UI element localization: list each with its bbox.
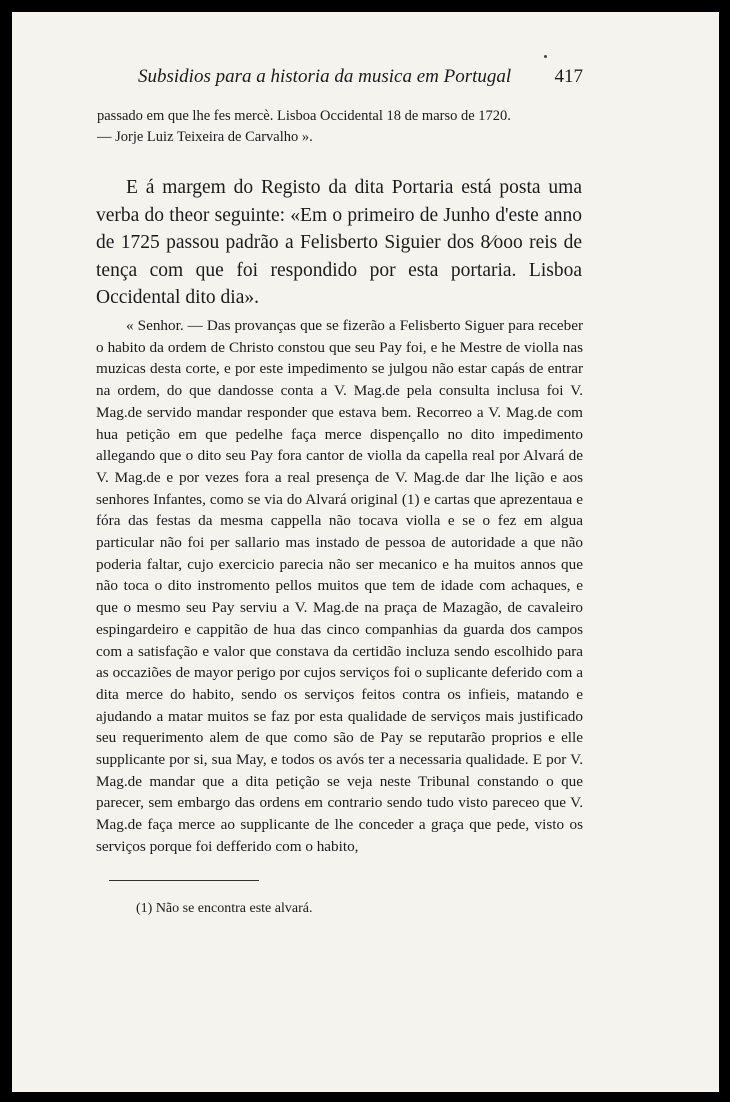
running-title: Subsidios para a historia da musica em Portugal <box>138 66 512 87</box>
ink-speck <box>544 55 547 58</box>
page-number: 417 <box>554 66 583 87</box>
quoted-petition: « Senhor. — Das provanças que se fizerão a Felisberto Siguer para receber o habito da ordem de Christo constou que seu Pay foi, e he Mestre de violla nas muzicas desta corte, e por este impedimento se julgou não estar capás de entrar na ordem, do que dandosse conta a V. Mag.de pela consulta inclusa foi V. Mag.de servido mandar responder que estava bem. Recorreo a V. Mag.de com hua petição em que pedelhe faça merce dispençallo no dito impedimento allegando que o dito seu Pay fora cantor de violla da capella real por Alvará de V. Mag.de e por vezes fora a real presença de V. Mag.de dar lhe lição e aos senhores Infantes, como se via do Alvará original (1) e cartas que aprezentaua e fóra das festas da mesma cappella não tocava violla e se o fez em algua particular não foi per sallario mas instado de pessoa de autoridade a que não poderia faltar, cujo exercicio parecia não ser mecanico e ha muitos annos que não toca o dito instromento pellos muitos que tem de idade com achaques, e que o mesmo seu Pay serviu a V. Mag.de na praça de Mazagão, de cavaleiro espingardeiro e cappitão de hua das cinco companhias da guarda dos campos com a satisfação e valor que constava da certidão incluza sendo escolhido para as occaziões de mayor perigo por cujos serviços foi o suplicante deferido com a dita merce do habito, sendo os serviços feitos contra os infieis, matando e ajudando a matar muitos se faz por esta qualidade de serviços mais justificado seu requerimento alem de que como são de Pay se reputarão proprios e elle supplicante por si, sua May, e todos os avós ter a necessaria qualidade. E por V. Mag.de mandar que a dita petição se veja neste Tribunal constando o que parecer, sem embargo das ordens em contrario sendo tudo visto pareceo que V. Mag.de faça merce ao supplicante de lhe conceder a graça que pede, visto os serviços porque foi defferido com o habito, <box>96 317 583 855</box>
book-page <box>12 12 719 1092</box>
running-header <box>138 66 583 94</box>
footnote: (1) Não se encontra este alvará. <box>136 901 313 916</box>
intro-line-1: passado em que lhe fes mercè. Lisboa Occidental 18 de marso de 1720. <box>97 108 511 124</box>
intro-line-2: — Jorje Luiz Teixeira de Carvalho ». <box>97 129 313 145</box>
footnote-divider <box>109 880 259 881</box>
main-paragraph: E á margem do Registo da dita Portaria está posta uma verba do theor seguinte: «Em o primeiro de Junho d'este anno de 1725 passou padrão a Felisberto Siguier dos 8⁄ooo reis de tença com que foi respondido por esta portaria. Lisboa Occidental dito dia». <box>96 177 582 309</box>
intro-text <box>97 106 582 148</box>
